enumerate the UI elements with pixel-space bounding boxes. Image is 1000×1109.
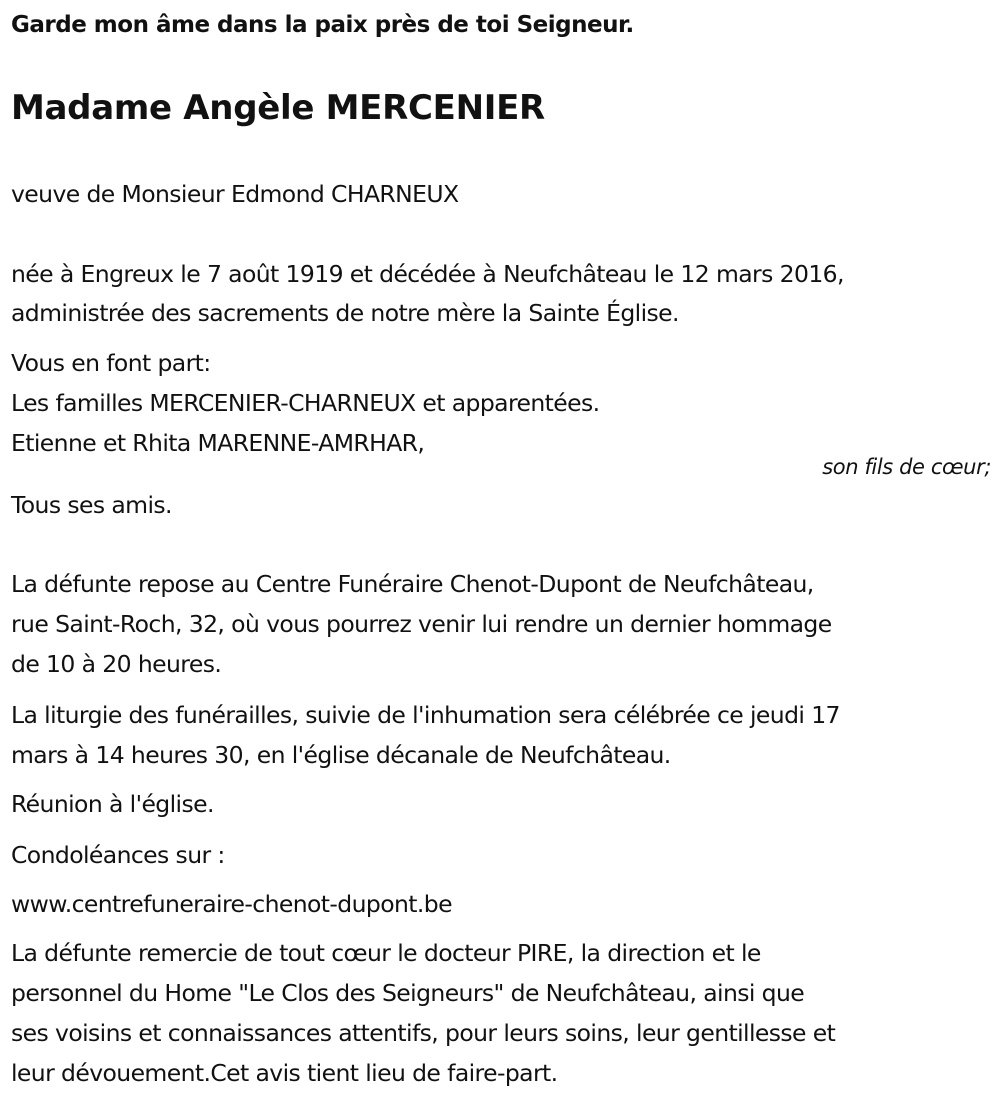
announcers-friends: Tous ses amis.	[11, 491, 172, 519]
birth-death-line-2: administrée des sacrements de notre mère la Sainte Église.	[11, 299, 679, 327]
thanks-line-2: personnel du Home "Le Clos des Seigneurs" de Neufchâteau, ainsi que	[11, 979, 805, 1007]
repose-line-3: de 10 à 20 heures.	[11, 650, 222, 678]
birth-death-line-1: née à Engreux le 7 août 1919 et décédée à Neufchâteau le 12 mars 2016,	[11, 260, 844, 288]
thanks-line-4: leur dévouement.Cet avis tient lieu de faire-part.	[11, 1059, 558, 1087]
repose-line-2: rue Saint-Roch, 32, où vous pourrez venir lui rendre un dernier hommage	[11, 610, 832, 638]
announcers-intro: Vous en font part:	[11, 349, 211, 377]
deceased-name: Madame Angèle MERCENIER	[11, 88, 545, 128]
condolences-url: www.centrefuneraire-chenot-dupont.be	[11, 890, 452, 918]
repose-line-1: La défunte repose au Centre Funéraire Chenot-Dupont de Neufchâteau,	[11, 570, 814, 598]
thanks-line-1: La défunte remercie de tout cœur le docteur PIRE, la direction et le	[11, 939, 761, 967]
announcers-son-name: Etienne et Rhita MARENNE-AMRHAR,	[11, 429, 425, 457]
condolences-label: Condoléances sur :	[11, 841, 225, 869]
announcers-families: Les familles MERCENIER-CHARNEUX et apparentées.	[11, 389, 600, 417]
liturgy-line-2: mars à 14 heures 30, en l'église décanale de Neufchâteau.	[11, 741, 671, 769]
meeting-line: Réunion à l'église.	[11, 790, 214, 818]
liturgy-line-1: La liturgie des funérailles, suivie de l'inhumation sera célébrée ce jeudi 17	[11, 701, 840, 729]
thanks-line-3: ses voisins et connaissances attentifs, pour leurs soins, leur gentillesse et	[11, 1019, 836, 1047]
announcers-son-relation: son fils de cœur;	[822, 455, 991, 479]
verse-heading: Garde mon âme dans la paix près de toi Seigneur.	[11, 12, 634, 38]
widow-of-line: veuve de Monsieur Edmond CHARNEUX	[11, 180, 459, 208]
